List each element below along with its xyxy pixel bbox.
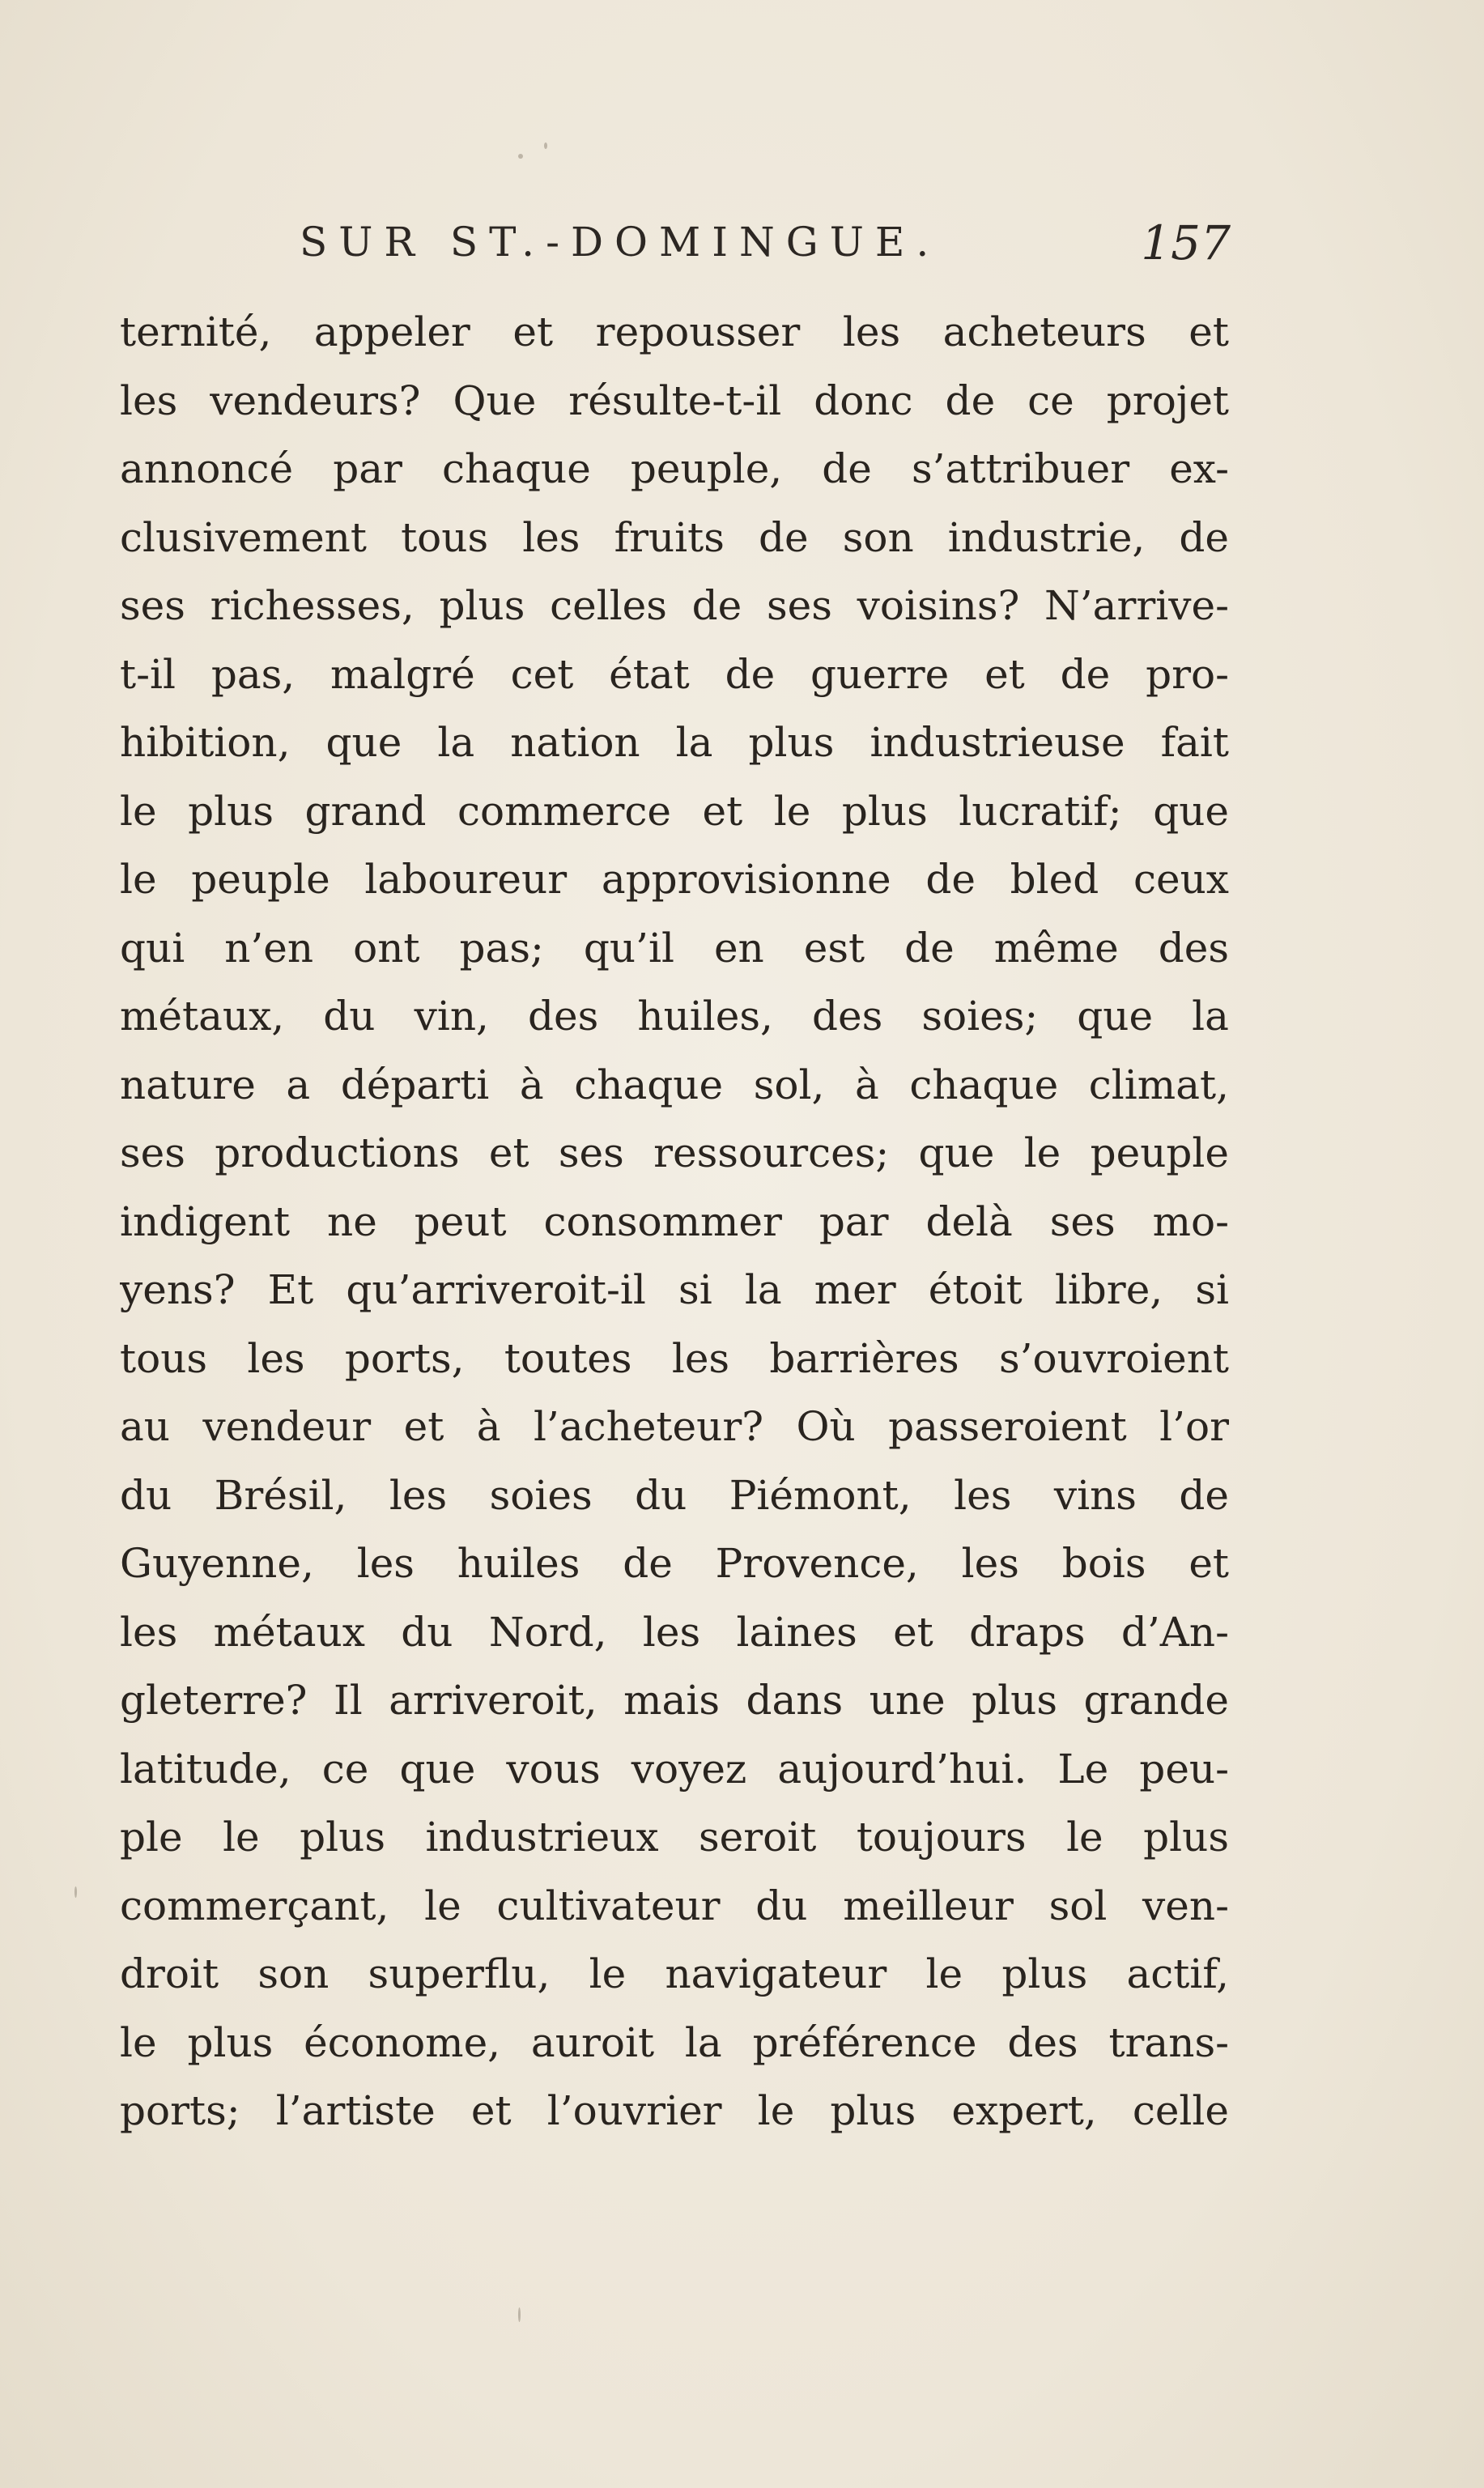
text-line: métaux, du vin, des huiles, des soies; que la	[120, 993, 1229, 1040]
running-head: SUR ST.-DOMINGUE.	[300, 219, 941, 266]
text-line: ternité, appeler et repousser les acheteurs et	[120, 308, 1229, 355]
text-line: le plus grand commerce et le plus lucratif; que	[120, 787, 1229, 835]
paper-speck	[74, 1886, 77, 1898]
text-line: le plus économe, auroit la préférence des trans-	[120, 2018, 1229, 2066]
text-line: au vendeur et à l’acheteur? Où passeroient l’or	[120, 1403, 1229, 1450]
text-line: clusivement tous les fruits de son industrie, de	[120, 513, 1229, 561]
text-line: Guyenne, les huiles de Provence, les bois et	[120, 1540, 1229, 1587]
text-line: latitude, ce que vous voyez aujourd’hui. Le peu-	[120, 1745, 1229, 1793]
text-line: droit son superflu, le navigateur le plus actif,	[120, 1950, 1229, 1997]
text-line: tous les ports, toutes les barrières s’ouvroient	[120, 1334, 1229, 1382]
page-number: 157	[1141, 215, 1231, 270]
page-header	[300, 215, 1231, 291]
paper-speck	[518, 2307, 521, 2322]
text-line: les métaux du Nord, les laines et draps d’An-	[120, 1608, 1229, 1656]
paper-speck	[544, 142, 547, 149]
text-line: ses richesses, plus celles de ses voisins? N’arrive-	[120, 582, 1229, 629]
body-text	[120, 298, 1229, 2146]
text-line: gleterre? Il arriveroit, mais dans une plus grande	[120, 1677, 1229, 1724]
text-line: les vendeurs? Que résulte-t-il donc de ce projet	[120, 376, 1229, 424]
text-line: ple le plus industrieux seroit toujours le plus	[120, 1814, 1229, 1861]
text-line: commerçant, le cultivateur du meilleur sol ven-	[120, 1882, 1229, 1929]
text-line: t-il pas, malgré cet état de guerre et de pro-	[120, 650, 1229, 698]
text-line: yens? Et qu’arriveroit-il si la mer étoit libre, si	[120, 1266, 1229, 1313]
text-line: ses productions et ses ressources; que le peuple	[120, 1129, 1229, 1176]
text-line: indigent ne peut consommer par delà ses mo-	[120, 1197, 1229, 1245]
text-line: qui n’en ont pas; qu’il en est de même des	[120, 924, 1229, 972]
text-line: ports; l’artiste et l’ouvrier le plus expert, celle	[120, 2087, 1229, 2134]
text-line: annoncé par chaque peuple, de s’attribuer ex-	[120, 445, 1229, 492]
paper-speck	[518, 154, 523, 159]
text-line: nature a départi à chaque sol, à chaque climat,	[120, 1061, 1229, 1108]
text-line: hibition, que la nation la plus industrieuse fait	[120, 719, 1229, 766]
text-line: du Brésil, les soies du Piémont, les vins de	[120, 1471, 1229, 1519]
text-line: le peuple laboureur approvisionne de bled ceux	[120, 856, 1229, 903]
